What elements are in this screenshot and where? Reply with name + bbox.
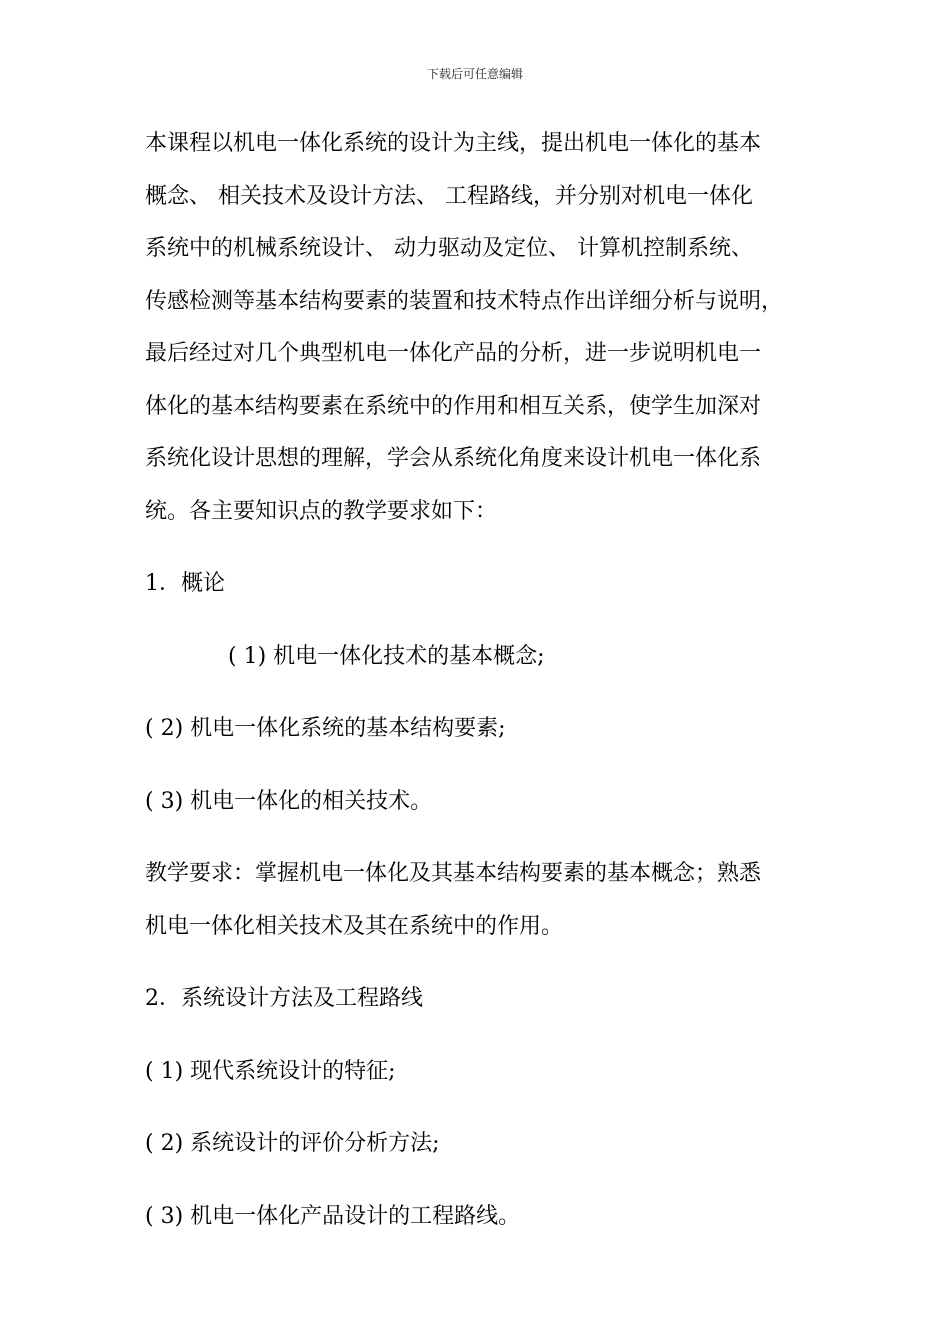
intro-line: 统。各主要知识点的教学要求如下： xyxy=(145,498,498,524)
section2-item-1: ( 1) 现代系统设计的特征; xyxy=(145,1058,396,1084)
intro-line: 最后经过对几个典型机电一体化产品的分析，进一步说明机电一 xyxy=(145,341,762,366)
section2-item-3: ( 3) 机电一体化产品设计的工程路线。 xyxy=(145,1203,521,1229)
intro-line: 系统化设计思想的理解，学会从系统化角度来设计机电一体化系 xyxy=(145,446,762,471)
section1-heading: 1．概论 xyxy=(145,571,225,596)
section2-heading: 2．系统设计方法及工程路线 xyxy=(145,986,423,1011)
intro-line: 体化的基本结构要素在系统中的作用和相互关系，使学生加深对 xyxy=(145,393,762,419)
intro-line: 系统中的机械系统设计、 动力驱动及定位、 计算机控制系统、 xyxy=(145,236,753,261)
section1-item-1: ( 1) 机电一体化技术的基本概念; xyxy=(228,643,545,669)
document-body xyxy=(145,118,805,1243)
section2-item-2: ( 2) 系统设计的评价分析方法; xyxy=(145,1131,440,1156)
intro-line: 本课程以机电一体化系统的设计为主线，提出机电一体化的基本 xyxy=(145,131,762,156)
intro-line: 概念、 相关技术及设计方法、 工程路线，并分别对机电一体化 xyxy=(145,183,753,209)
requirement-line: 机电一体化相关技术及其在系统中的作用。 xyxy=(145,913,564,939)
intro-paragraph xyxy=(145,118,805,538)
intro-line: 传感检测等基本结构要素的装置和技术特点作出详细分析与说明， xyxy=(145,288,784,314)
section1-requirement xyxy=(145,848,805,953)
page-header: 下载后可任意编辑 xyxy=(426,67,523,81)
requirement-line: 教学要求：掌握机电一体化及其基本结构要素的基本概念；熟悉 xyxy=(145,861,762,886)
section1-item-3: ( 3) 机电一体化的相关技术。 xyxy=(145,788,433,814)
section1-item-2: ( 2) 机电一体化系统的基本结构要素; xyxy=(145,716,506,741)
